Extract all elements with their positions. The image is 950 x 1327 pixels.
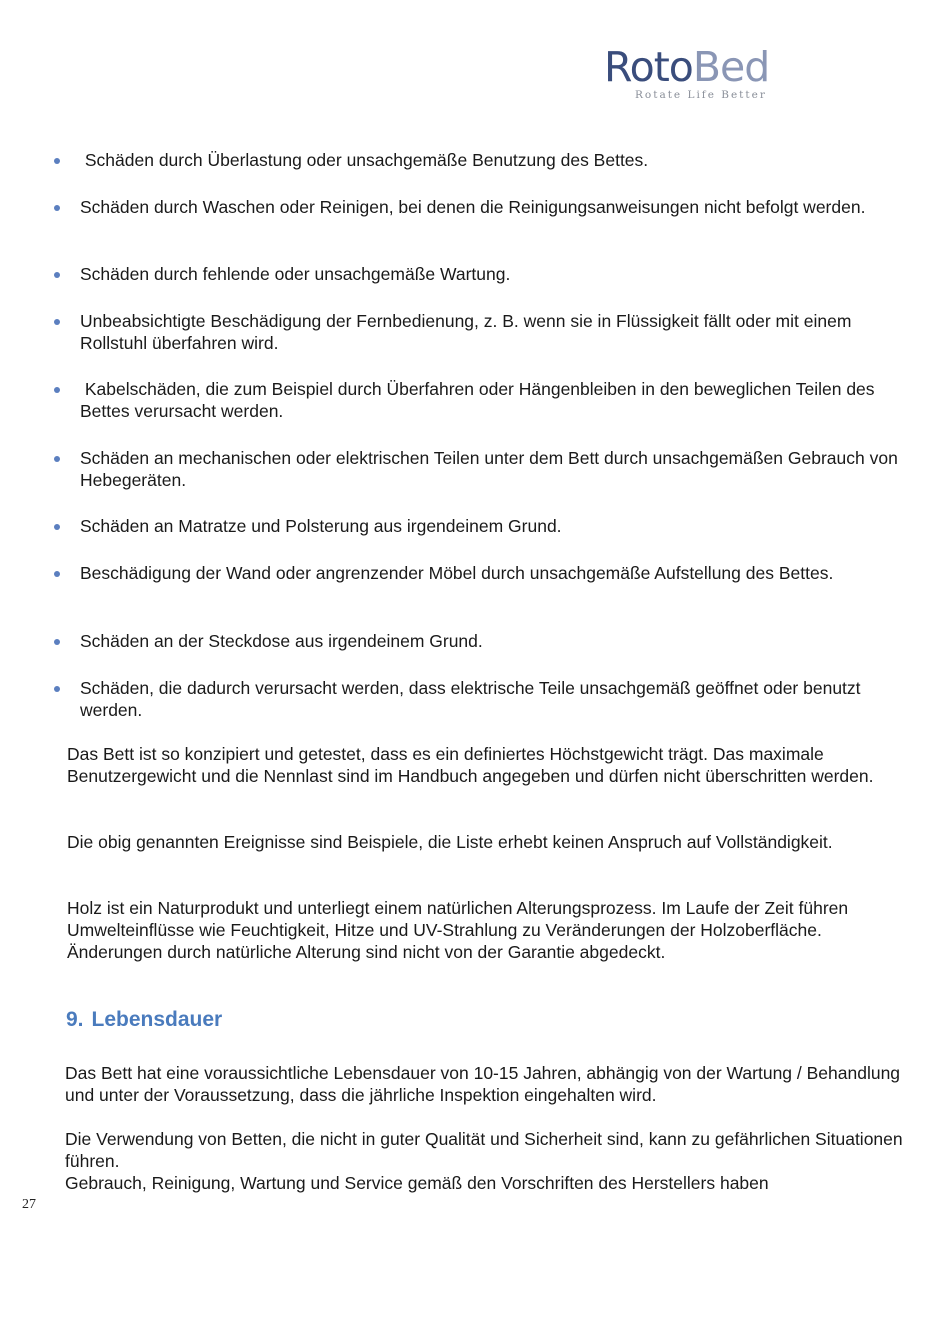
list-item-text: Schäden durch fehlende oder unsachgemäße Wartung. bbox=[80, 264, 511, 284]
list-item-text: Unbeabsichtigte Beschädigung der Fernbedienung, z. B. wenn sie in Flüssigkeit fällt oder mit einem Rollstuhl überfahren wird. bbox=[80, 311, 857, 353]
list-item-text: Schäden an mechanischen oder elektrischen Teilen unter dem Bett durch unsachgemäßen Gebrauch von Hebegeräten. bbox=[80, 448, 903, 490]
logo-wordmark bbox=[604, 44, 794, 90]
paragraph-safety: Die Verwendung von Betten, die nicht in guter Qualität und Sicherheit sind, kann zu gefährlichen Situationen führen. bbox=[65, 1129, 903, 1171]
bullet-icon bbox=[54, 205, 60, 211]
section-heading bbox=[66, 1007, 222, 1033]
list-item-text: Schäden an Matratze und Polsterung aus irgendeinem Grund. bbox=[80, 516, 562, 536]
bullet-icon bbox=[54, 319, 60, 325]
list-item bbox=[52, 378, 912, 422]
paragraph-lifespan: Das Bett hat eine voraussichtliche Lebensdauer von 10-15 Jahren, abhängig von der Wartung / Behandlung und unter der Voraussetzung, dass die jährliche Inspektion eingehalten wird. bbox=[65, 1063, 901, 1105]
section-title: Lebensdauer bbox=[91, 1008, 223, 1031]
list-item-text: Schäden an der Steckdose aus irgendeinem Grund. bbox=[80, 631, 483, 651]
bullet-icon bbox=[54, 272, 60, 278]
list-item-text: Schäden durch Waschen oder Reinigen, bei denen die Reinigungsanweisungen nicht befolgt werden. bbox=[80, 197, 866, 217]
paragraph-wood-aging: Holz ist ein Naturprodukt und unterliegt einem natürlichen Alterungsprozess. Im Laufe der Zeit führen Umwelteinflüsse wie Feuchtigkeit, Hitze und UV-Strahlung zu Veränderungen der Holzoberfläche. Änderungen durch natürliche Alterung sind nicht von der Garantie abgedeckt. bbox=[67, 898, 849, 962]
logo-bed: Bed bbox=[692, 43, 770, 91]
bullet-icon bbox=[54, 524, 60, 530]
bullet-icon bbox=[54, 639, 60, 645]
bullet-icon bbox=[54, 387, 60, 393]
list-item-text: Kabelschäden, die zum Beispiel durch Überfahren oder Hängenbleiben in den beweglichen Teilen des Bettes verursacht werden. bbox=[80, 379, 880, 421]
list-item bbox=[52, 630, 912, 652]
bullet-icon bbox=[54, 571, 60, 577]
list-item-text: Schäden, die dadurch verursacht werden, dass elektrische Teile unsachgemäß geöffnet oder benutzt werden. bbox=[80, 678, 866, 720]
list-item bbox=[52, 677, 912, 721]
list-item bbox=[52, 263, 912, 285]
list-item bbox=[52, 562, 912, 584]
paragraph-examples-note: Die obig genannten Ereignisse sind Beispiele, die Liste erhebt keinen Anspruch auf Vollständigkeit. bbox=[67, 832, 833, 852]
list-item bbox=[52, 515, 912, 537]
section-number: 9. bbox=[66, 1008, 84, 1031]
bullet-icon bbox=[54, 686, 60, 692]
list-item bbox=[52, 196, 912, 218]
paragraph-max-weight: Das Bett ist so konzipiert und getestet, dass es ein definiertes Höchstgewicht trägt. Das maximale Benutzergewicht und die Nennlast sind im Handbuch angegeben und dürfen nicht überschritten werden. bbox=[67, 744, 874, 786]
page-number: 27 bbox=[22, 1197, 36, 1212]
list-item bbox=[52, 447, 912, 491]
list-item bbox=[52, 149, 912, 171]
bullet-icon bbox=[54, 158, 60, 164]
list-item-text: Schäden durch Überlastung oder unsachgemäße Benutzung des Bettes. bbox=[80, 150, 649, 170]
list-item bbox=[52, 310, 912, 354]
bullet-icon bbox=[54, 456, 60, 462]
logo-roto: Roto bbox=[604, 43, 693, 91]
rotobed-logo bbox=[604, 44, 794, 101]
list-item-text: Beschädigung der Wand oder angrenzender Möbel durch unsachgemäße Aufstellung des Bettes. bbox=[80, 563, 834, 583]
paragraph-usage: Gebrauch, Reinigung, Wartung und Service gemäß den Vorschriften des Herstellers haben bbox=[65, 1173, 769, 1193]
logo-tagline: Rotate Life Better bbox=[635, 89, 767, 101]
